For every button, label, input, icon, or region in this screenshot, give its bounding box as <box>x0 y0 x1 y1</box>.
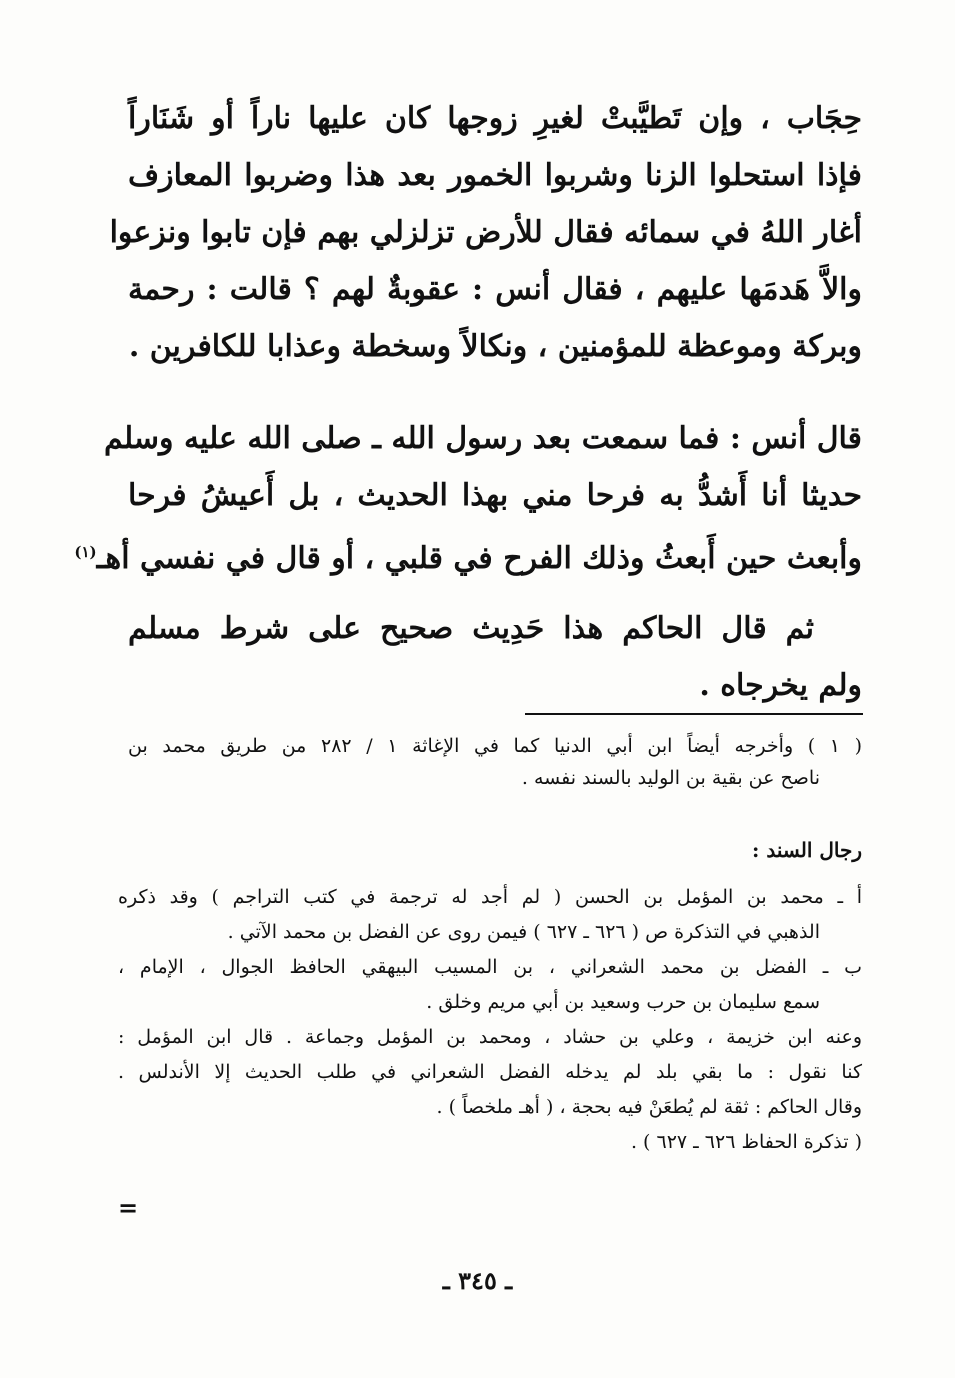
main-text-line: وبركة وموعظة للمؤمنين ، ونكالاً وسخطة وعذابا للكافرين . <box>128 329 862 364</box>
footnote-line: ناصح عن بقية بن الوليد بالسند نفسه . <box>521 767 820 789</box>
narrator-line: الذهبي في التذكرة ص ( ٦٢٦ ـ ٦٢٧ ) فيمن روى عن الفضل بن محمد الآتي . <box>227 921 820 943</box>
narrator-line: كنا نقول : ما بقي بلد لم يدخله الفضل الشعراني في طلب الحديث إلا الأندلس . <box>118 1061 862 1083</box>
footnote-reference-marker: (١) <box>74 543 97 561</box>
main-paragraph-2 <box>74 410 862 587</box>
footnote-1 <box>128 730 862 794</box>
narrator-line: أ ـ محمد بن المؤمل بن الحسن ( لم أجد له ترجمة في كتب التراجم ) وقد ذكره <box>118 886 862 908</box>
main-text-line: ولم يخرجاه . <box>699 668 862 703</box>
main-text-line: فإذا استحلوا الزنا وشربوا الخمور بعد هذا وضربوا المعازف <box>128 158 862 193</box>
main-text-line: والاَّ هَدمَها عليهم ، فقال أنس : عقوبةٌ لهم ؟ قالت : رحمة <box>128 272 862 307</box>
footnote-line: ( ١ ) وأخرجه أيضاً ابن أبي الدنيا كما في الإغاثة ١ / ٢٨٢ من طريق محمد بن <box>128 735 863 757</box>
main-text-line: حِجَاب ، وإن تَطيَّبتْ لغيرِ زوجها كان عليها ناراً أو شَنَاراً <box>128 101 862 136</box>
page-number: ـ ٣٤٥ ـ <box>442 1266 513 1295</box>
continuation-mark: = <box>118 1193 139 1222</box>
main-text-line: ثم قال الحاكم هذا حَدِيث صحيح على شرط مسلم <box>128 611 814 646</box>
narrator-line: ب ـ الفضل بن محمد الشعراني ، بن المسيب البيهقي الحافظ الجوال ، الإمام ، <box>118 956 862 978</box>
narrators-section-heading: رجال السند : <box>752 838 862 862</box>
main-text-line-content: وأبعث حين أَبعثُ وذلك الفرح في قلبي ، أو قال في نفسي أهـ <box>96 541 862 576</box>
main-paragraph-1 <box>109 90 862 375</box>
main-text-line: حديثا أنا أَشدُّ به فرحا مني بهذا الحديث ، بل أَعيشُ فرحا <box>128 478 862 513</box>
main-text-line <box>74 524 862 587</box>
footnote-separator-line <box>525 713 863 715</box>
narrator-line: سمع سليمان بن حرب وسعيد بن أبي مريم وخلق . <box>426 991 820 1013</box>
narrator-line: وعنه ابن خزيمة ، وعلي بن حشاد ، ومحمد بن المؤمل وجماعة . قال ابن المؤمل : <box>118 1026 862 1048</box>
narrator-line: ( تذكرة الحفاظ ٦٢٦ ـ ٦٢٧ ) . <box>630 1131 862 1153</box>
narrator-line: وقال الحاكم : ثقة لم يُطعَنْ فيه بحجة ، ( أهـ ملخصاً ) . <box>436 1096 862 1118</box>
main-text-line: أغار اللهُ في سمائه فقال للأرض تزلزلي بهم فإن تابوا ونزعوا <box>109 215 862 250</box>
narrators-section <box>118 880 862 1160</box>
main-text-line: قال أنس : فما سمعت بعد رسول الله ـ صلى الله عليه وسلم <box>103 421 862 456</box>
main-paragraph-3 <box>128 600 862 714</box>
